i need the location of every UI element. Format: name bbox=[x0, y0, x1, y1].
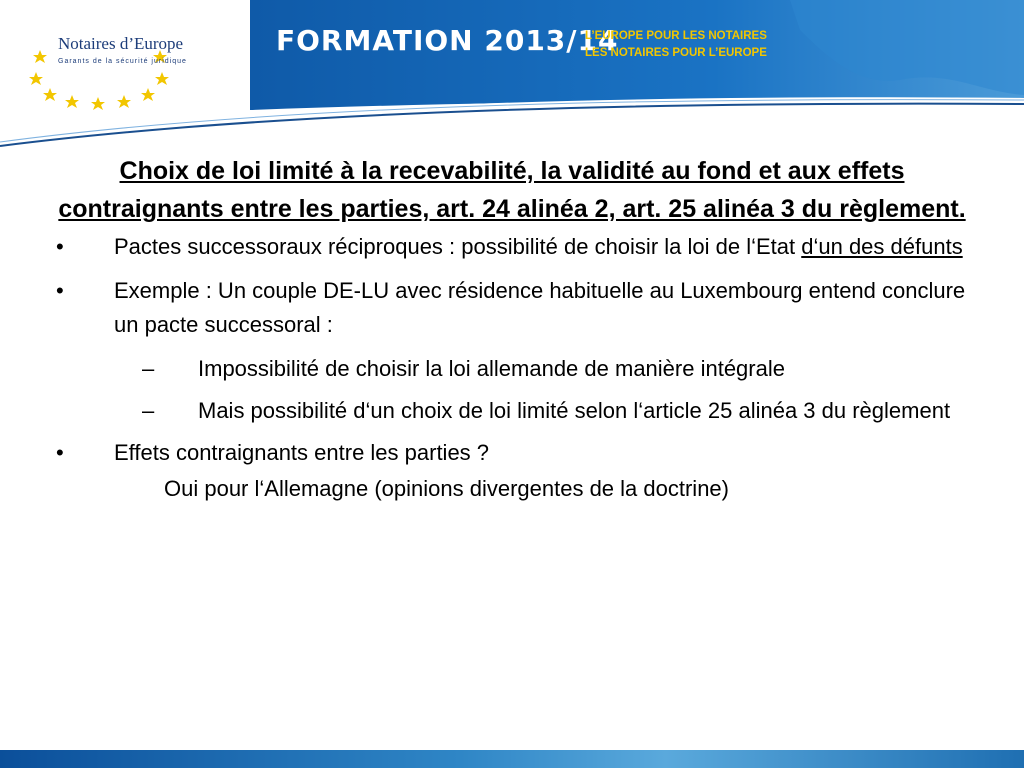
formation-tagline bbox=[585, 28, 767, 62]
dash-marker: – bbox=[142, 398, 155, 423]
bullet-list bbox=[56, 230, 968, 470]
formation-tagline-line-2: LES NOTAIRES POUR L’EUROPE bbox=[585, 47, 767, 59]
footer-bar bbox=[0, 750, 1024, 768]
bullet-marker: • bbox=[56, 440, 64, 465]
bullet-text: Effets contraignants entre les parties ? bbox=[114, 440, 490, 465]
sub-bullet-item bbox=[56, 394, 968, 428]
formation-tagline-line-1: L’EUROPE POUR LES NOTAIRES bbox=[585, 30, 767, 42]
notaires-logo bbox=[28, 22, 208, 112]
slide-title: Choix de loi limité à la recevabilité, la validité au fond et aux effets contraignants entre les parties, art. 24 alinéa 2, art. 25 alinéa 3 du règlement. bbox=[58, 157, 966, 223]
logo-subtitle: Garants de la sécurité juridique bbox=[58, 58, 187, 65]
bullet-underlined-text: d‘un des défunts bbox=[801, 234, 963, 259]
logo-title: Notaires d’Europe bbox=[58, 34, 184, 53]
sub-bullet-text: Mais possibilité d‘un choix de loi limité selon l‘article 25 alinéa 3 du règlement bbox=[198, 398, 951, 423]
sub-bullet-text: Impossibilité de choisir la loi allemande de manière intégrale bbox=[198, 356, 785, 381]
answer-line: Oui pour l‘Allemagne (opinions divergentes de la doctrine) bbox=[164, 476, 729, 501]
formation-title: FORMATION 2013/14 bbox=[276, 24, 619, 57]
header-banner bbox=[0, 0, 1024, 150]
bullet-item bbox=[56, 436, 968, 470]
sub-bullet-item bbox=[56, 352, 968, 386]
bullet-text: Exemple : Un couple DE-LU avec résidence habituelle au Luxembourg entend conclure un pacte successoral : bbox=[114, 278, 966, 337]
bullet-item bbox=[56, 230, 968, 264]
dash-marker: – bbox=[142, 356, 155, 381]
slide-content bbox=[56, 152, 968, 506]
bullet-marker: • bbox=[56, 278, 64, 303]
bullet-marker: • bbox=[56, 234, 64, 259]
bullet-item bbox=[56, 274, 968, 342]
bullet-text: Pactes successoraux réciproques : possibilité de choisir la loi de l‘Etat bbox=[114, 234, 802, 259]
